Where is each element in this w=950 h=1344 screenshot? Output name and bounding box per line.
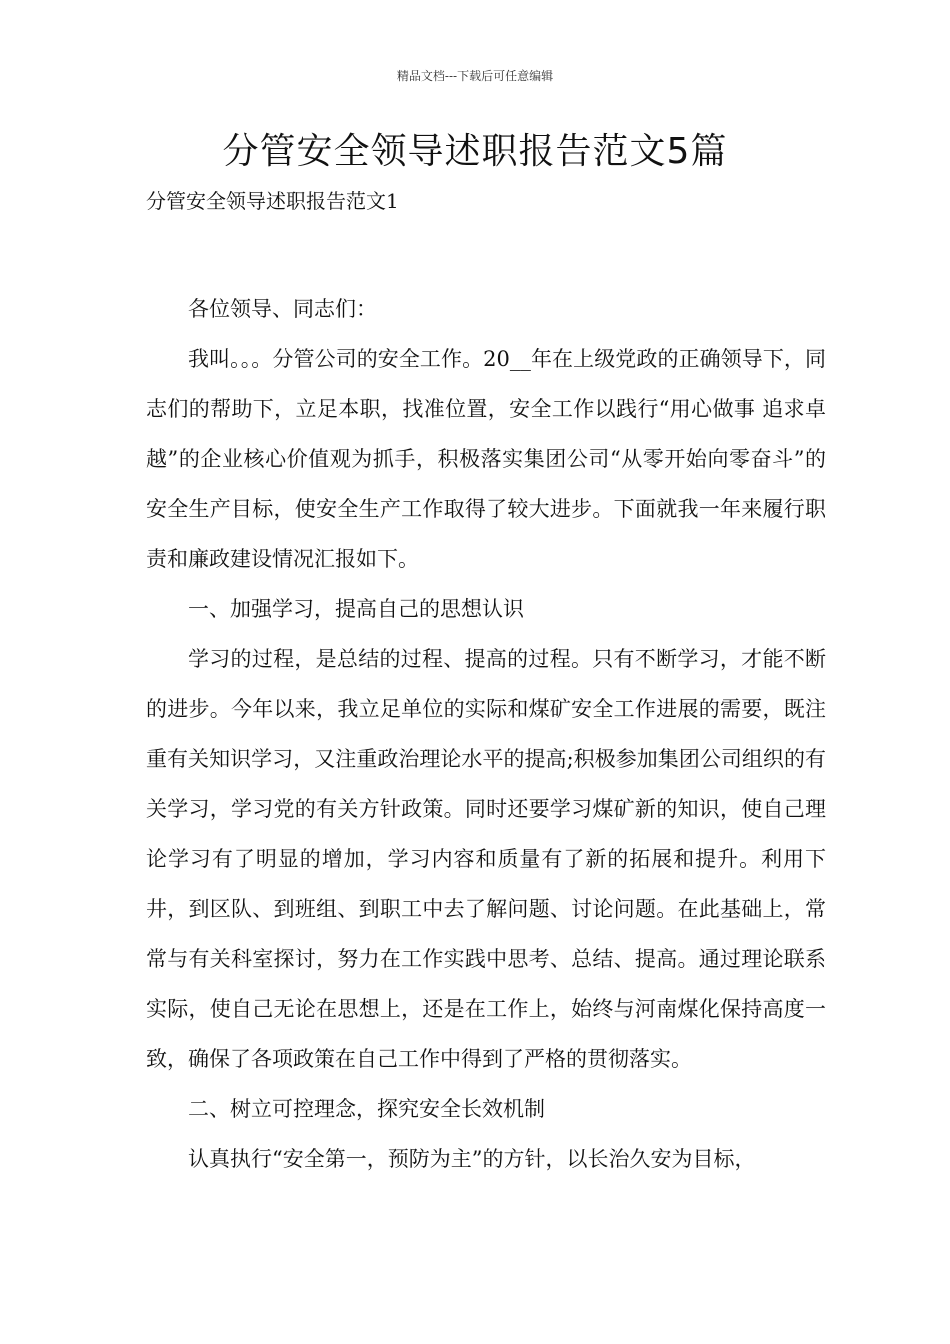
document-title: 分管安全领导述职报告范文5篇 [222, 131, 728, 172]
intro-paragraph: 我叫。。。分管公司的安全工作。20__年在上级党政的正确领导下，同志们的帮助下，立足本职，找准位置，安全工作以践行“用心做事 追求卓越”的企业核心价值观为抓手，积极落实集团公司“从零开始向零奋斗”的安全生产目标，使安全生产工作取得了较大进步。下面就我一年来履行职责和廉政建设情况汇报如下。 [146, 347, 826, 571]
section-heading-1: 一、加强学习，提高自己的思想认识 [188, 597, 524, 621]
header-note: 精品文档---下载后可任意编辑 [396, 69, 554, 83]
section-subtitle: 分管安全领导述职报告范文1 [146, 189, 399, 213]
salutation-paragraph: 各位领导、同志们： [188, 297, 377, 321]
document-body [146, 284, 826, 1184]
body-paragraph-safety: 认真执行“安全第一，预防为主”的方针，以长治久安为目标， [188, 1147, 756, 1171]
section-heading-2: 二、树立可控理念，探究安全长效机制 [188, 1097, 545, 1121]
body-paragraph-study: 学习的过程，是总结的过程、提高的过程。只有不断学习，才能不断的进步。今年以来，我立足单位的实际和煤矿安全工作进展的需要，既注重有关知识学习，又注重政治理论水平的提高;积极参加集团公司组织的有关学习，学习党的有关方针政策。同时还要学习煤矿新的知识，使自己理论学习有了明显的增加，学习内容和质量有了新的拓展和提升。利用下井，到区队、到班组、到职工中去了解问题、讨论问题。在此基础上，常常与有关科室探讨，努力在工作实践中思考、总结、提高。通过理论联系实际，使自己无论在思想上，还是在工作上，始终与河南煤化保持高度一致，确保了各项政策在自己工作中得到了严格的贯彻落实。 [146, 647, 826, 1071]
